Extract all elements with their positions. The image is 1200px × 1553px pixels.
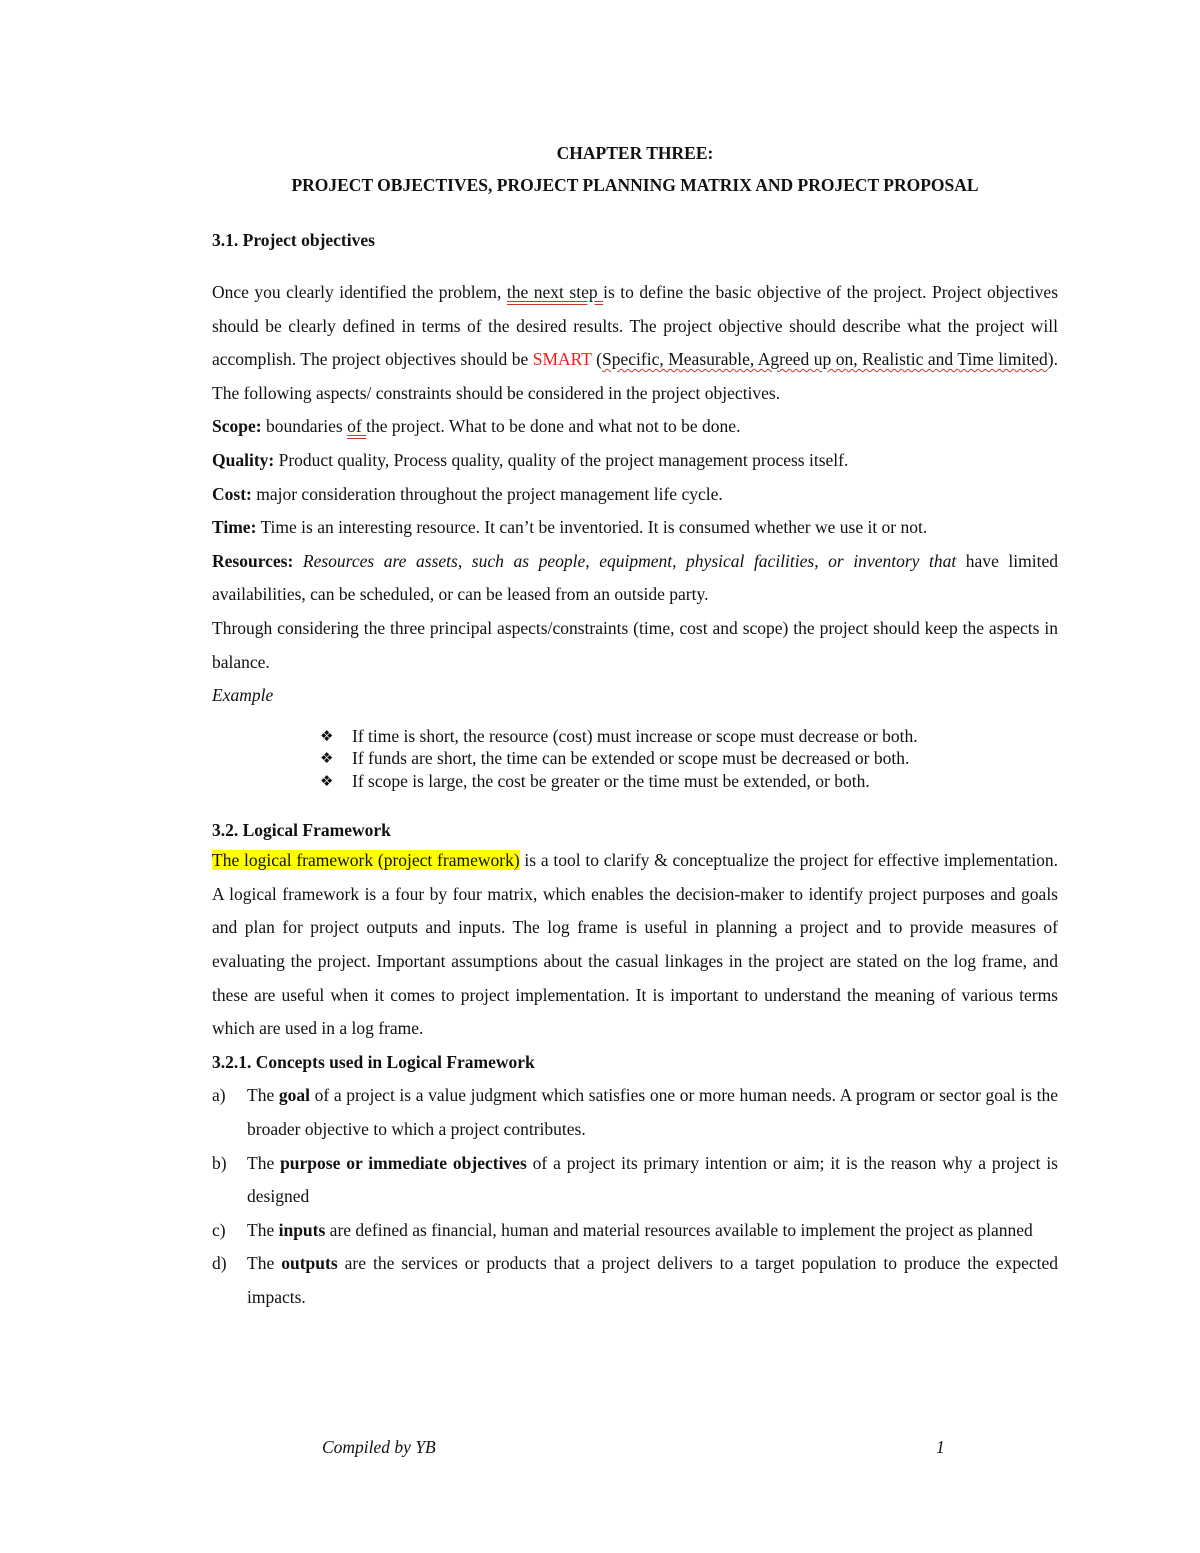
section-heading-3-2: 3.2. Logical Framework xyxy=(212,820,391,841)
text-run: Time is an interesting resource. It can’t be inventoried. It is consumed whether we use it or not. xyxy=(256,517,928,538)
smart-term: SMART xyxy=(532,349,592,370)
term-goal: goal xyxy=(278,1085,310,1106)
list-item xyxy=(320,770,1058,793)
list-item xyxy=(212,1079,1058,1146)
list-marker: b) xyxy=(212,1152,227,1173)
list-item xyxy=(320,725,1058,748)
page-number: 1 xyxy=(936,1437,945,1457)
resources-paragraph xyxy=(212,545,1058,612)
scope-label: Scope: xyxy=(212,416,262,437)
concepts-list xyxy=(212,1079,1058,1314)
logframe-paragraph xyxy=(212,844,1058,1046)
diamond-bullet-icon: ❖ xyxy=(320,726,334,745)
text-run: is a tool to clarify & conceptualize the project for effective implementation. A logical framework is a four by four matrix, which enables the decision-maker to identify project purposes and goals and plan for project outputs and inputs. The log frame is useful in planning a project and to provide measures of evaluating the project. Important assumptions about the casual linkages in the project are stated on the log frame, and these are useful when it comes to project implementation. It is important to understand the meaning of various terms which are used in a log frame. xyxy=(212,850,1058,1039)
text-run: boundaries xyxy=(261,416,348,437)
text-run: Product quality, Process quality, quality of the project management process itself. xyxy=(274,449,849,470)
text-run: major consideration throughout the project management life cycle. xyxy=(251,483,723,504)
resources-label: Resources: xyxy=(212,550,294,571)
time-line xyxy=(212,511,1058,545)
example-bullet-list xyxy=(212,725,1058,793)
scope-line xyxy=(212,410,1058,444)
text-run: is to define the basic objective of the project. Project objectives should be clearly defined in terms of the desired results. The project objective should describe what the project will accomplish. The project objectives should be xyxy=(212,282,1059,370)
list-item xyxy=(212,1214,1058,1248)
cost-label: Cost: xyxy=(212,483,252,504)
list-marker: d) xyxy=(212,1253,227,1274)
text-run: The xyxy=(247,1152,281,1173)
grammar-flag: of xyxy=(347,416,367,437)
chapter-subtitle: PROJECT OBJECTIVES, PROJECT PLANNING MATRIX AND PROJECT PROPOSAL xyxy=(291,175,979,195)
diamond-bullet-icon: ❖ xyxy=(320,749,334,768)
balance-paragraph: Through considering the three principal aspects/constraints (time, cost and scope) the project should keep the aspects in balance. xyxy=(212,617,1058,672)
term-purpose: purpose or immediate objectives xyxy=(280,1152,527,1173)
text-run: Once you clearly identified the problem, xyxy=(212,282,507,302)
text-run: are defined as financial, human and material resources available to implement the project as planned xyxy=(325,1219,1033,1240)
bullet-text: If funds are short, the time can be extended or scope must be decreased or both. xyxy=(352,748,910,769)
smart-definition: Specific, Measurable, Agreed up on, Realistic and Time limited xyxy=(602,349,1048,370)
text-run: have limited availabilities, can be scheduled, or can be leased from an outside party. xyxy=(212,550,1058,605)
highlighted-term: The logical framework (project framework) xyxy=(212,850,520,871)
text-run: ( xyxy=(591,349,603,370)
text-run: ). The following aspects/ constraints should be considered in the project objectives. xyxy=(212,349,1058,403)
quality-line xyxy=(212,444,1058,478)
page-content xyxy=(212,140,1058,1315)
text-run: of a project is a value judgment which satisfies one or more human needs. A program or sector goal is the broader objective to which a project contributes. xyxy=(247,1085,1058,1139)
cost-line xyxy=(212,478,1058,512)
footer-compiled-by: Compiled by YB xyxy=(322,1437,436,1457)
text-run: of a project its primary intention or aim; it is the reason why a project is designed xyxy=(247,1152,1058,1207)
quality-label: Quality: xyxy=(212,449,275,470)
bullet-text: If time is short, the resource (cost) must increase or scope must decrease or both. xyxy=(352,725,918,746)
bullet-text: If scope is large, the cost be greater or the time must be extended, or both. xyxy=(352,770,870,791)
section-heading-3-1: 3.1. Project objectives xyxy=(212,230,375,250)
text-run: The xyxy=(247,1253,282,1274)
section-heading-3-2-1: 3.2.1. Concepts used in Logical Framework xyxy=(212,1051,535,1072)
list-item xyxy=(320,747,1058,770)
list-marker: a) xyxy=(212,1085,226,1106)
text-run: the project. What to be done and what not to be done. xyxy=(366,416,741,437)
list-item xyxy=(212,1147,1058,1214)
text-run: The xyxy=(247,1085,279,1106)
text-run: The xyxy=(247,1219,279,1240)
chapter-title: CHAPTER THREE: xyxy=(556,143,714,163)
time-label: Time: xyxy=(212,517,257,538)
objectives-paragraph xyxy=(212,276,1058,410)
grammar-flag: the next step xyxy=(506,282,604,302)
list-item xyxy=(212,1247,1058,1314)
diamond-bullet-icon: ❖ xyxy=(320,771,334,790)
term-inputs: inputs xyxy=(278,1219,326,1240)
example-label: Example xyxy=(212,685,274,706)
text-run: are the services or products that a project delivers to a target population to produce the expected impacts. xyxy=(247,1253,1058,1307)
text-run: Resources are assets, such as people, equipment, physical facilities, or inventory that xyxy=(293,550,957,571)
list-marker: c) xyxy=(212,1219,226,1240)
term-outputs: outputs xyxy=(281,1253,338,1274)
